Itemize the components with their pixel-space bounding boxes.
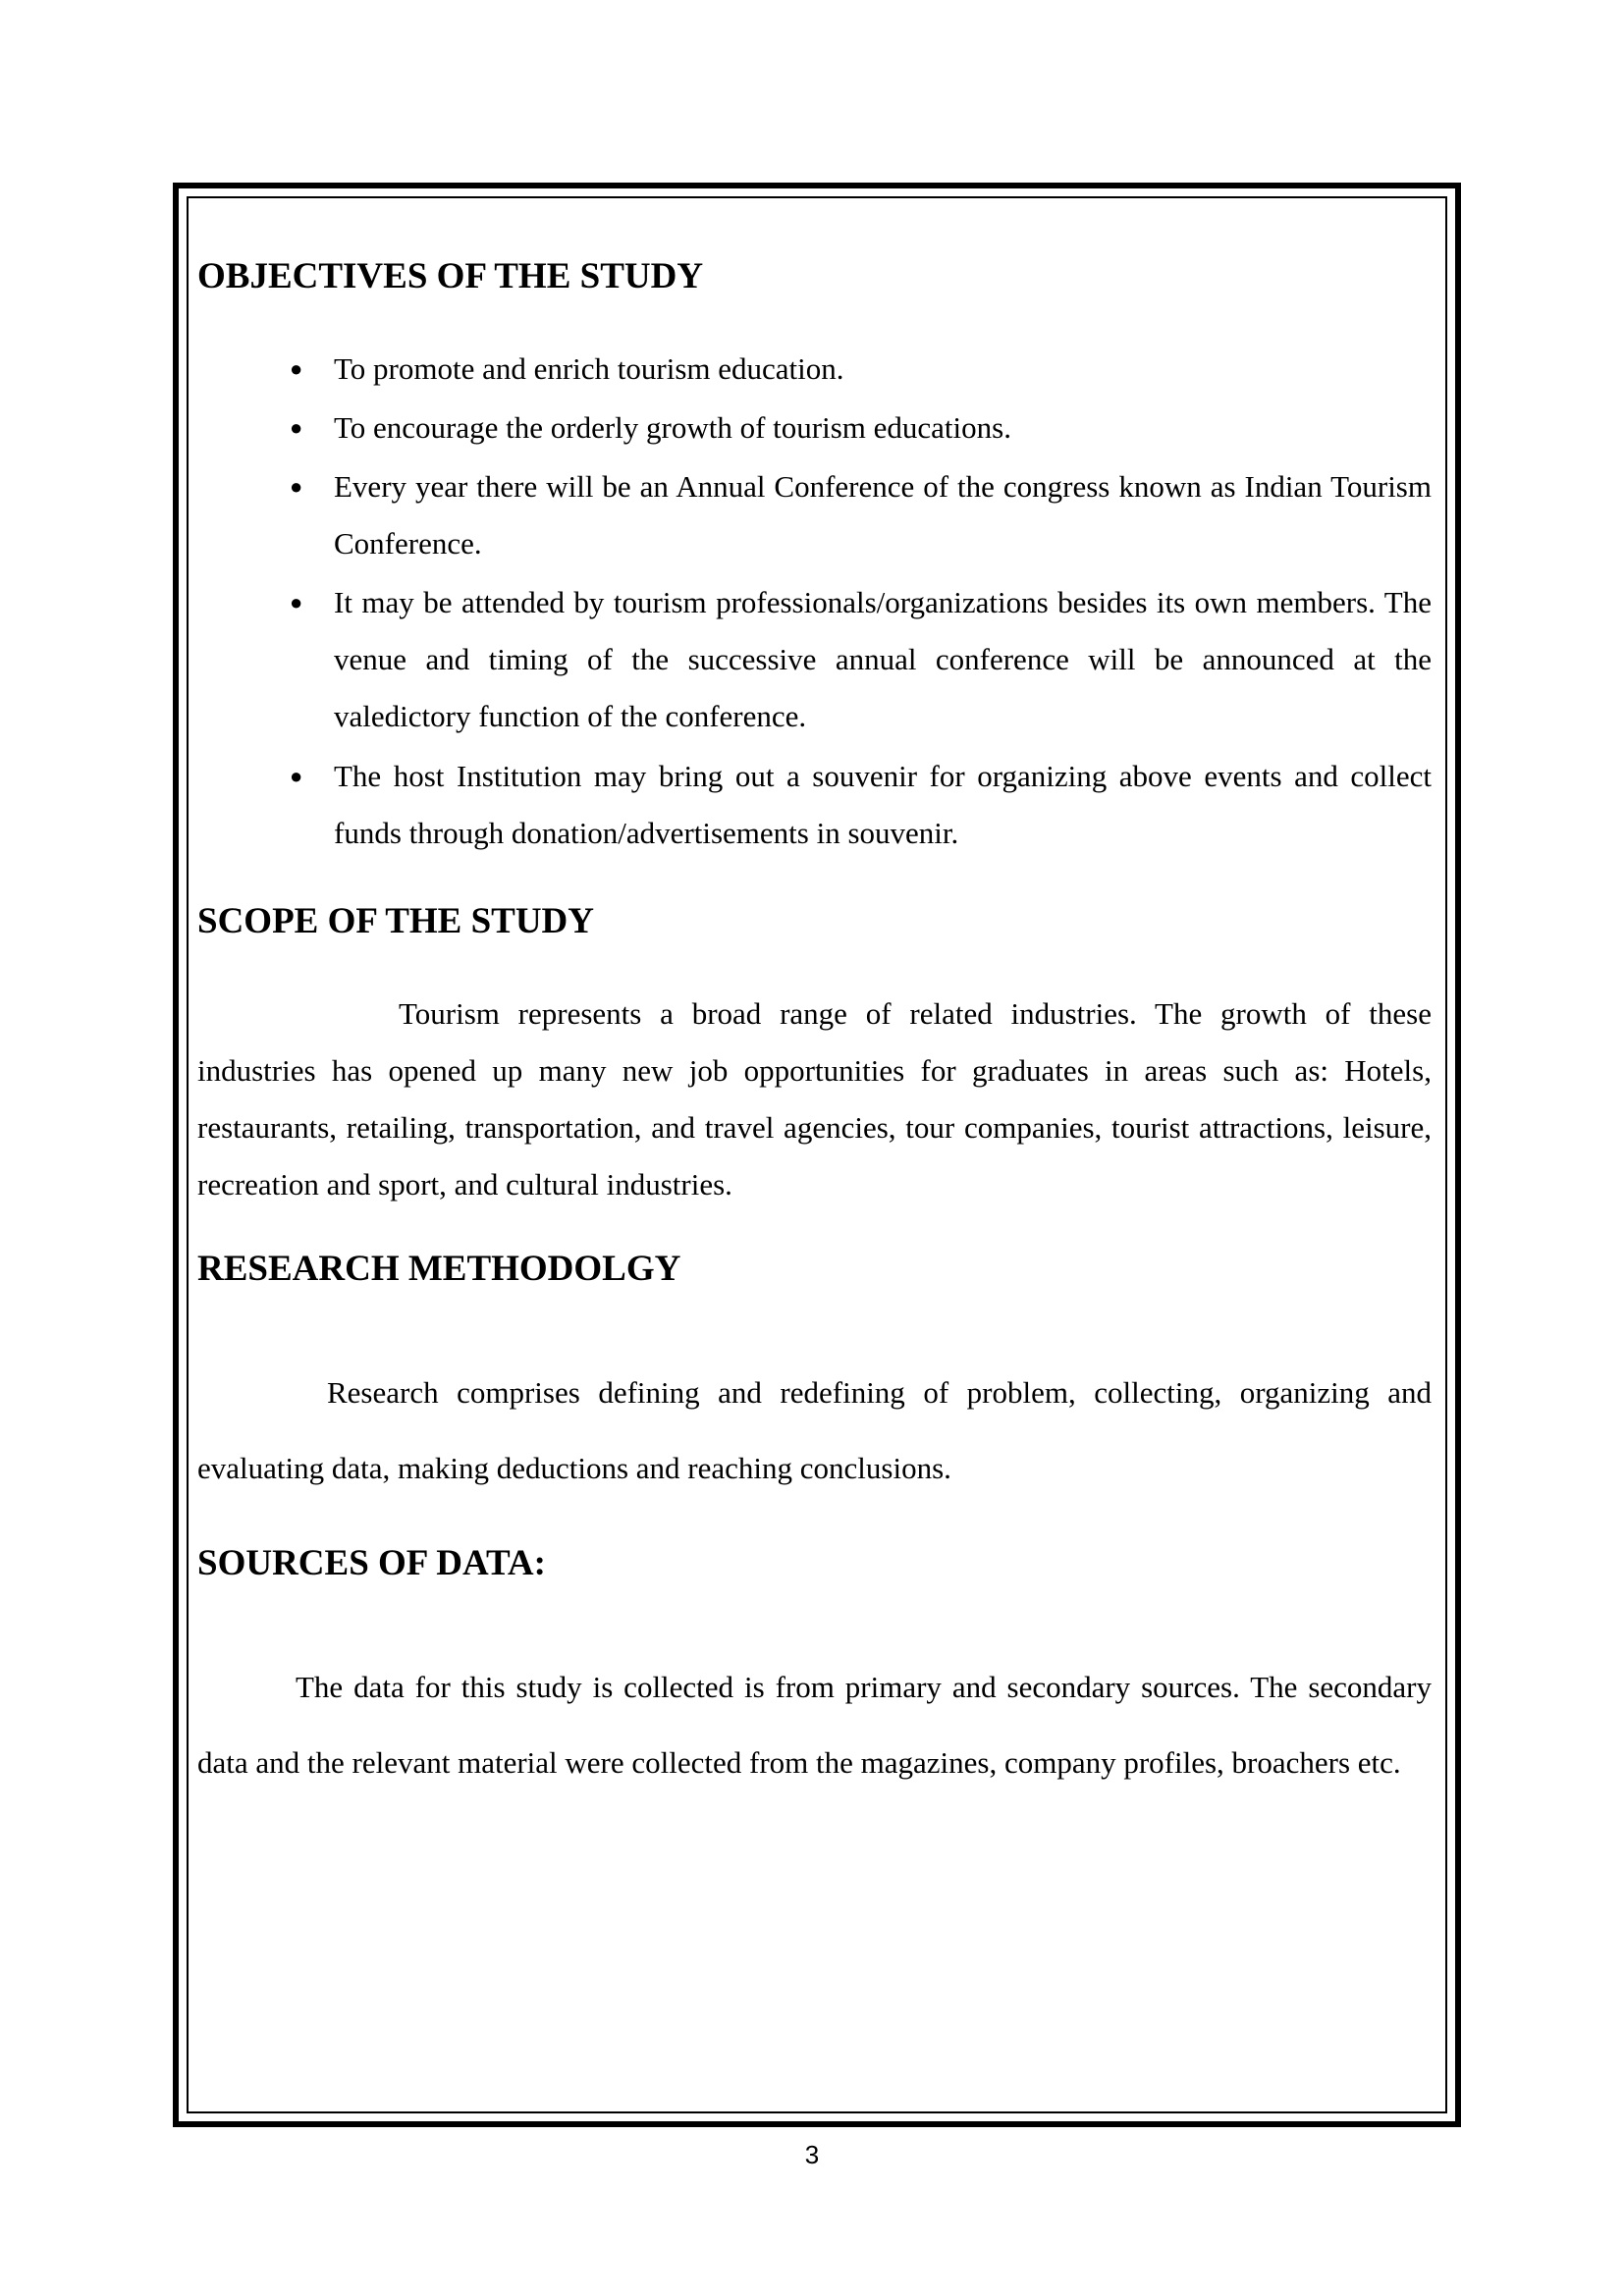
list-item-text: To promote and enrich tourism education.: [334, 351, 844, 386]
bullet-icon: ●: [290, 474, 303, 499]
bullet-icon: ●: [290, 356, 303, 381]
list-item-text: It may be attended by tourism professionals/organizations besides its own members. The venue and timing of the successive annual conference will be announced at the valedictory function of the conference.: [334, 585, 1432, 733]
sources-heading: SOURCES OF DATA:: [197, 1543, 546, 1583]
list-item-text: Every year there will be an Annual Conference of the congress known as Indian Tourism Conference.: [334, 469, 1432, 561]
bullet-icon: ●: [290, 590, 303, 614]
bullet-icon: ●: [290, 415, 303, 440]
list-item-text: To encourage the orderly growth of tourism educations.: [334, 410, 1011, 445]
page-number: 3: [804, 2140, 820, 2169]
objectives-heading: OBJECTIVES OF THE STUDY: [197, 256, 704, 296]
methodology-heading: RESEARCH METHODOLGY: [197, 1249, 681, 1289]
methodology-paragraph: Research comprises defining and redefining of problem, collecting, organizing and evaluating data, making deductions and reaching conclusions.: [197, 1375, 1432, 1485]
scope-paragraph: Tourism represents a broad range of related industries. The growth of these industries has opened up many new job opportunities for graduates in areas such as: Hotels, restaurants, retailing, transportation, and travel agencies, tour companies, tourist attractions, leisure, recreation and sport, and cultural industries.: [197, 996, 1432, 1201]
bullet-icon: ●: [290, 764, 303, 788]
list-item-text: The host Institution may bring out a souvenir for organizing above events and collect funds through donation/advertisements in souvenir.: [334, 759, 1432, 850]
sources-paragraph: The data for this study is collected is from primary and secondary sources. The secondary data and the relevant material were collected from the magazines, company profiles, broachers etc.: [197, 1670, 1432, 1780]
scope-heading: SCOPE OF THE STUDY: [197, 901, 595, 941]
